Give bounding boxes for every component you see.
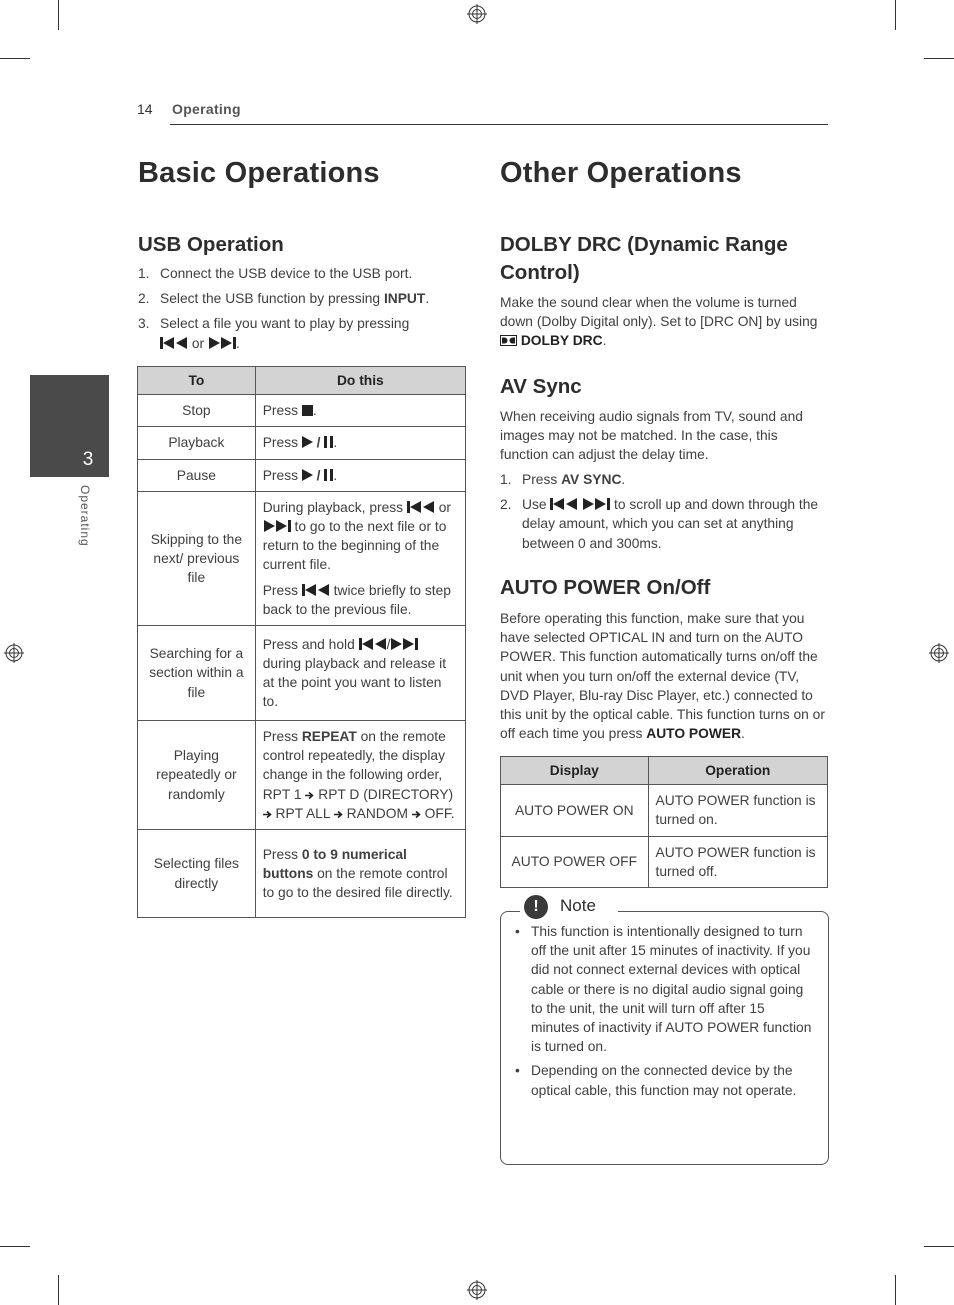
header-rule	[170, 124, 828, 125]
running-header: Operating	[172, 101, 241, 117]
arrow-right-icon	[412, 810, 421, 819]
crop-mark	[924, 1246, 954, 1247]
table-row	[138, 427, 466, 459]
registration-mark-icon	[929, 643, 949, 663]
table-row	[138, 830, 466, 918]
skip-next-icon	[390, 638, 418, 650]
chapter-number: 3	[82, 449, 94, 470]
heading-usb-operation: USB Operation	[138, 233, 284, 256]
list-item: 2. Use to scroll up and down through the delay amount, which you can set at anything between 0 and 300ms.	[500, 497, 819, 551]
table-cell: Press .	[255, 395, 465, 427]
av-sync-steps	[500, 470, 820, 559]
table-cell: Press 0 to 9 numerical buttons on the remote control to go to the desired file directly.	[255, 830, 465, 918]
table-row	[138, 721, 466, 830]
skip-next-icon	[208, 337, 236, 349]
table-cell: Press REPEAT on the remote control repeatedly, the display change in the following order, RPT 1 RPT D (DIRECTORY) RPT ALL RANDOM OFF.	[255, 721, 465, 830]
registration-mark-icon	[467, 1280, 487, 1300]
table-cell: AUTO POWER function is turned on.	[648, 785, 827, 836]
skip-previous-icon	[407, 501, 435, 513]
list-item: 2. Select the USB function by pressing INPUT.	[138, 291, 430, 307]
stop-icon	[302, 405, 313, 416]
list-item: 3. Select a file you want to play by pressing or .	[138, 316, 410, 351]
auto-power-table	[500, 756, 828, 888]
registration-mark-icon	[467, 4, 487, 24]
crop-mark	[58, 1275, 59, 1305]
crop-mark	[58, 0, 59, 30]
table-header-row	[138, 367, 466, 395]
pause-icon	[324, 469, 333, 481]
table-row	[501, 836, 828, 887]
table-cell: Skipping to the next/ previous file	[138, 491, 256, 625]
crop-mark	[895, 1275, 896, 1305]
crop-mark	[924, 58, 954, 59]
play-icon	[302, 436, 313, 448]
list-item: • Depending on the connected device by the optical cable, this function may not operate.	[514, 1061, 814, 1099]
table-row	[138, 626, 466, 721]
av-sync-text: When receiving audio signals from TV, sound and images may not be matched. In the case, this function can adjust the delay time.	[500, 409, 803, 463]
table-cell: AUTO POWER OFF	[501, 836, 649, 887]
table-cell: Selecting files directly	[138, 830, 256, 918]
skip-previous-icon	[550, 498, 578, 510]
heading-auto-power: AUTO POWER On/Off	[500, 576, 711, 599]
table-cell: AUTO POWER ON	[501, 785, 649, 836]
table-cell: Stop	[138, 395, 256, 427]
column-header: Do this	[255, 367, 465, 395]
table-cell: Pause	[138, 459, 256, 491]
column-header: Display	[501, 757, 649, 785]
chapter-label: Operating	[78, 485, 92, 547]
crop-mark	[895, 0, 896, 30]
table-row	[138, 395, 466, 427]
table-row	[138, 491, 466, 625]
skip-next-icon	[263, 520, 291, 532]
arrow-right-icon	[334, 810, 343, 819]
list-item: 1. Press AV SYNC.	[500, 472, 626, 487]
exclamation-icon: !	[524, 895, 548, 919]
table-cell: Playing repeatedly or randomly	[138, 721, 256, 830]
page-title-basic-operations: Basic Operations	[138, 157, 380, 189]
table-row	[138, 459, 466, 491]
table-cell: AUTO POWER function is turned off.	[648, 836, 827, 887]
list-item: 1. Connect the USB device to the USB port.	[138, 266, 413, 281]
table-row	[501, 785, 828, 836]
registration-mark-icon	[4, 643, 24, 663]
skip-next-icon	[582, 498, 610, 510]
heading-av-sync: AV Sync	[500, 375, 582, 398]
page-number: 14	[137, 101, 153, 117]
note-list	[514, 922, 814, 1105]
skip-previous-icon	[302, 584, 330, 596]
dolby-drc-text: Make the sound clear when the volume is turned down (Dolby Digital only). Set to [DRC ON] by using DOLBY DRC.	[500, 295, 818, 349]
list-item: • This function is intentionally designed to turn off the unit after 15 minutes of inactivity. If you did not connect external devices with optical cable or there is no digital audio signal going to the unit, the unit will turn off after 15 minutes of inactivity if AUTO POWER function is turned on.	[514, 922, 814, 1056]
crop-mark	[0, 1246, 30, 1247]
heading-dolby-drc: DOLBY DRC (Dynamic Range Control)	[500, 233, 788, 284]
table-cell: Press / .	[255, 427, 465, 459]
dolby-icon	[500, 335, 517, 346]
note-header	[520, 894, 618, 920]
pause-icon	[324, 436, 333, 448]
arrow-right-icon	[263, 810, 272, 819]
table-cell: Press and hold / during playback and release it at the point you want to listen to.	[255, 626, 465, 721]
table-header-row	[501, 757, 828, 785]
crop-mark	[0, 58, 30, 59]
note-title: Note	[560, 896, 596, 915]
table-cell: Searching for a section within a file	[138, 626, 256, 721]
page-title-other-operations: Other Operations	[500, 157, 742, 189]
column-header: Operation	[648, 757, 827, 785]
skip-previous-icon	[160, 337, 188, 349]
table-cell: During playback, press or to go to the next file or to return to the beginning of the current file. Press twice briefly to step back to the previous file.	[255, 491, 465, 625]
column-header: To	[138, 367, 256, 395]
auto-power-text: Before operating this function, make sure that you have selected OPTICAL IN and turn on the AUTO POWER. This function automatically turns on/off the unit when you turn on/off the external device (TV, DVD Player, Blu-ray Disc Player, etc.) connected to this unit by the optical cable. This function turns on or off each time you press AUTO POWER.	[500, 611, 825, 742]
play-icon	[302, 469, 313, 481]
table-cell: Playback	[138, 427, 256, 459]
skip-previous-icon	[359, 638, 387, 650]
table-cell: Press / .	[255, 459, 465, 491]
usb-steps	[138, 264, 458, 359]
usb-operation-table	[137, 366, 466, 918]
